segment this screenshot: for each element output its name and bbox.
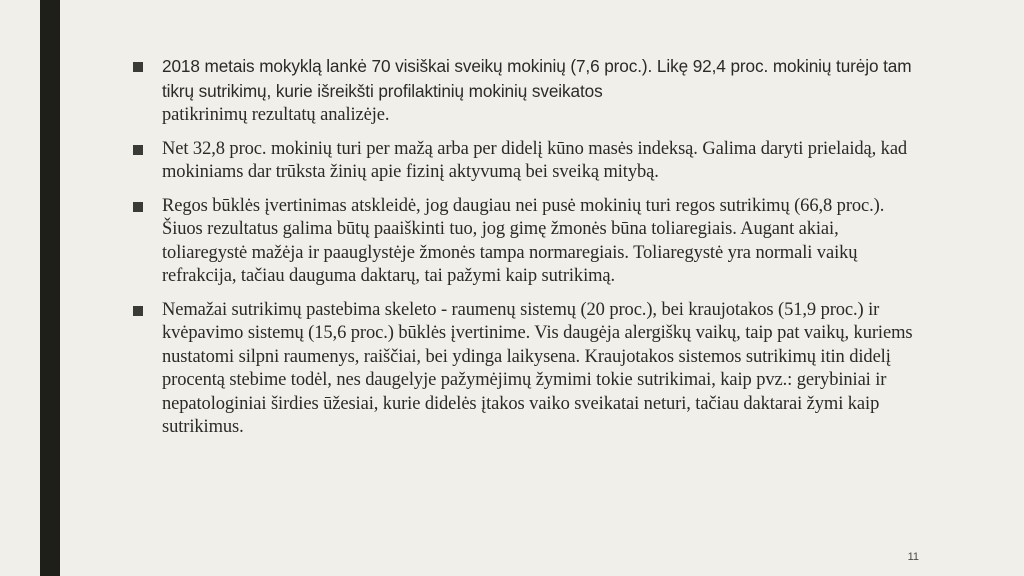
bullet-text-sans-part: 2018 metais mokyklą lankė 70 visiškai sveikų mokinių (7,6 proc.). Likę 92,4 proc. mokinių turėjo tam tikrų sutrikimų, kurie išreikšti profilaktinių mokinių sveikatos (162, 56, 912, 101)
bullet-text: Nemažai sutrikimų pastebima skeleto - raumenų sistemų (20 proc.), bei kraujotakos (51,9 proc.) ir kvėpavimo sistemų (15,6 proc.) būklės įvertinime. Vis daugėja alergiškų vaikų, taip pat vaikų, kuriems nustatomi silpni raumenys, raiščiai, bei ydinga laikysena. Kraujotakos sistemos sutrikimų itin didelį procentą stebime todėl, nes daugelyje pažymėjimų žymimi tokie sutrikimai, kaip pvz.: gerybiniai ir nepatologiniai širdies ūžesiai, kurie didelės įtakos vaiko sveikatai neturi, tačiau daktarai žymi kaip sutrikimus. (162, 299, 913, 437)
bullet-text (162, 55, 913, 128)
page-number: 11 (907, 551, 919, 563)
bullet-item-4 (133, 299, 913, 440)
left-accent-bar (40, 0, 60, 576)
bullet-text: Regos būklės įvertinimas atskleidė, jog daugiau nei pusė mokinių turi regos sutrikimų (66,8 proc.). Šiuos rezultatus galima būtų paaiškinti tuo, jog gimę žmonės būna toliaregiais. Augant akiai, toliaregystė mažėja ir paauglystėje žmonės tampa normaregiais. Toliaregystė yra normali vaikų refrakcija, tačiau dauguma daktarų, tai pažymi kaip sutrikimą. (162, 195, 885, 286)
square-bullet-icon (133, 145, 143, 155)
bullet-item-2 (133, 138, 913, 185)
bullet-item-3 (133, 195, 913, 289)
square-bullet-icon (133, 202, 143, 212)
bullet-text-serif-part: patikrinimų rezultatų analizėje. (162, 105, 390, 125)
square-bullet-icon (133, 306, 143, 316)
bullet-text: Net 32,8 proc. mokinių turi per mažą arba per didelį kūno masės indeksą. Galima daryti prielaidą, kad mokiniams dar trūksta žinių apie fizinį aktyvumą bei sveiką mitybą. (162, 138, 908, 182)
square-bullet-icon (133, 62, 143, 72)
bullet-item-1 (133, 55, 913, 128)
bullet-list (133, 55, 913, 450)
